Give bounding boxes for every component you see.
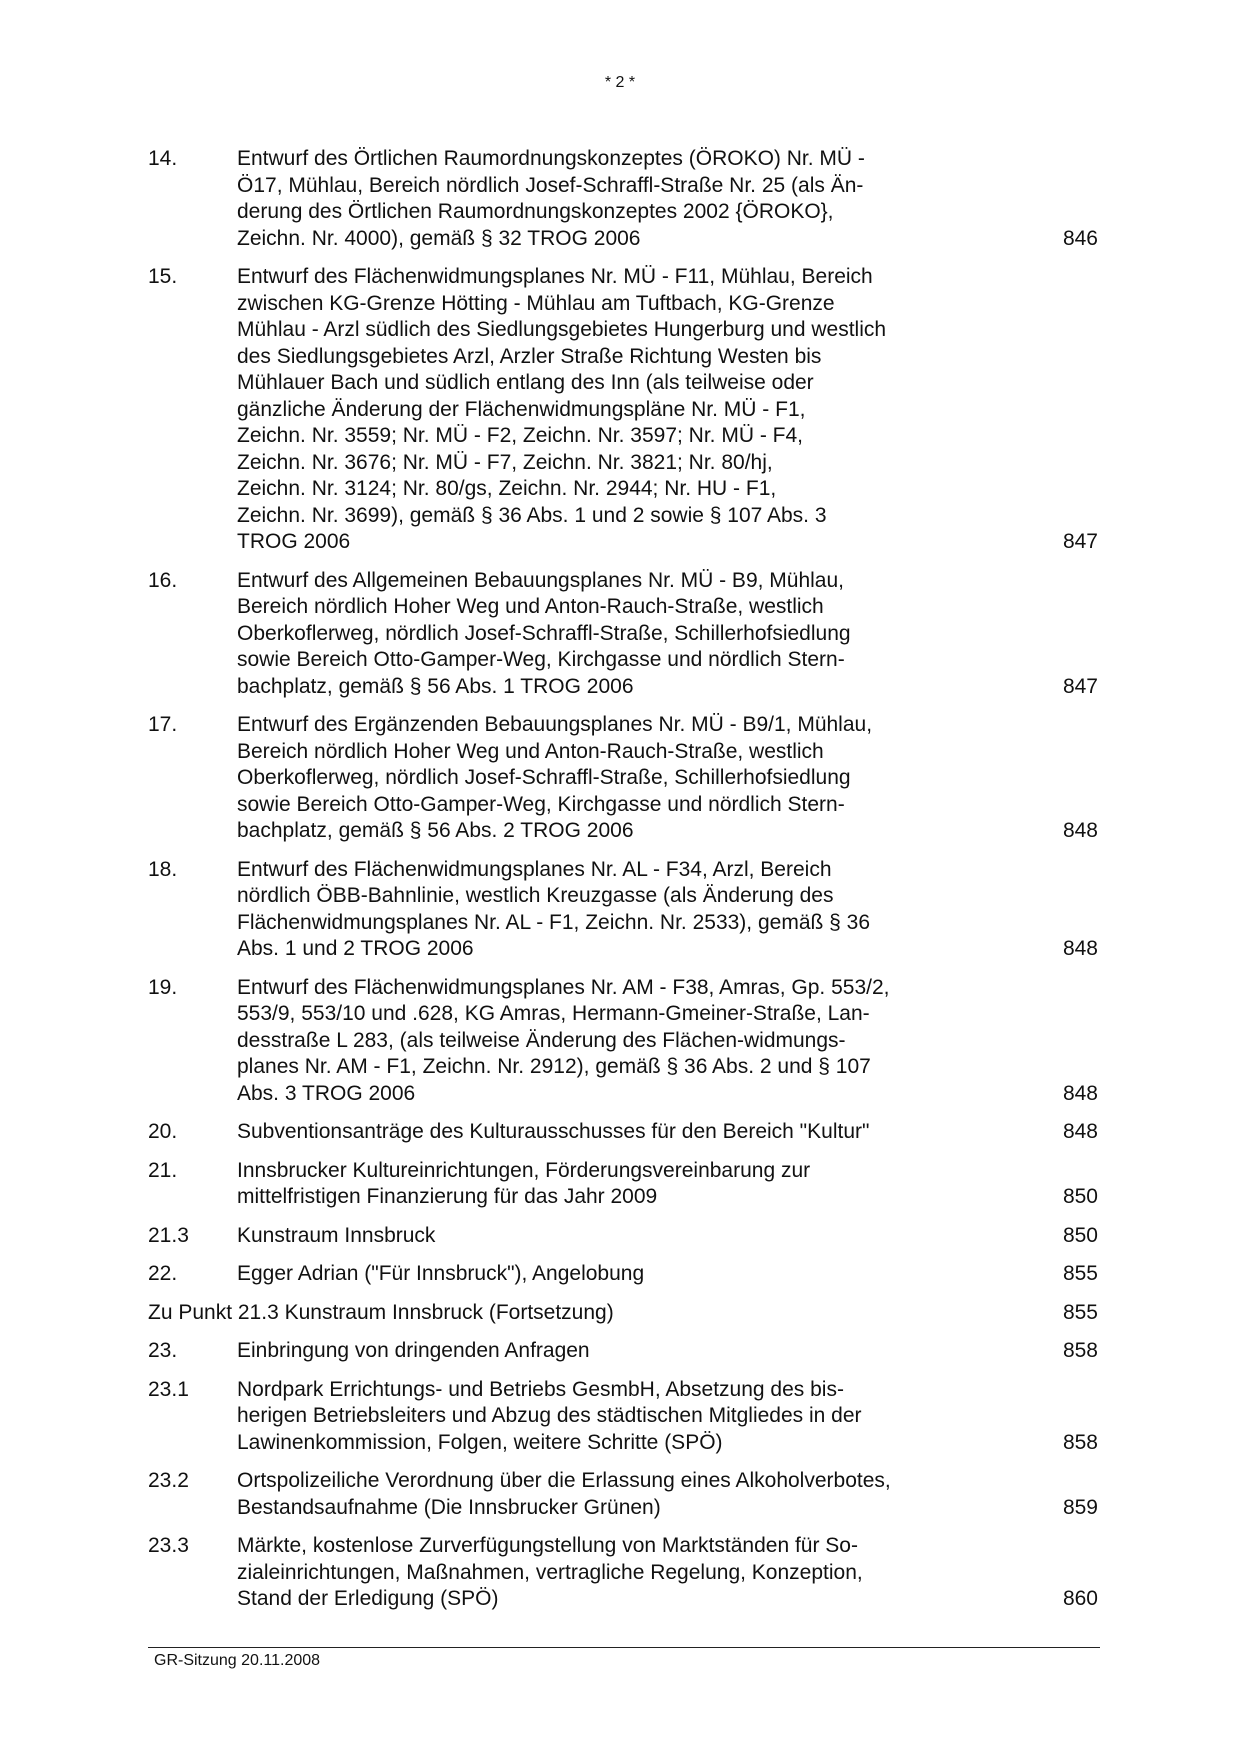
toc-entry-number: 20. xyxy=(148,1120,178,1143)
toc-entry-line: Mühlau - Arzl südlich des Siedlungsgebietes Hungerburg und westlich xyxy=(237,318,887,341)
toc-entry-line: des Siedlungsgebietes Arzl, Arzler Straße Richtung Westen bis xyxy=(237,344,822,368)
toc-entry-line: zwischen KG-Grenze Hötting - Mühlau am Tuftbach, KG-Grenze xyxy=(237,291,835,315)
toc-entry-page-number: 850 xyxy=(1062,1185,1098,1208)
toc-entry-number: 23. xyxy=(148,1339,178,1362)
toc-entry-number: 23.2 xyxy=(148,1469,189,1492)
toc-entry-title xyxy=(237,1119,1007,1146)
toc-entry xyxy=(148,1533,1098,1613)
toc-entry-line: gänzliche Änderung der Flächenwidmungspläne Nr. MÜ - F1, xyxy=(237,397,806,421)
toc-entry xyxy=(148,568,1098,701)
toc-entry-title xyxy=(237,264,1007,556)
toc-entry-page-number: 855 xyxy=(1062,1262,1098,1285)
toc-entry-title xyxy=(237,1223,1007,1250)
toc-entry xyxy=(148,1223,1098,1250)
toc-entry-line: Lawinenkommission, Folgen, weitere Schritte (SPÖ) xyxy=(237,1430,723,1454)
toc-entry-title xyxy=(148,1300,1008,1327)
toc-entry xyxy=(148,1377,1098,1457)
toc-entry-title xyxy=(237,146,1007,252)
toc-entry-line: Bereich nördlich Hoher Weg und Anton-Rauch-Straße, westlich xyxy=(237,739,824,763)
toc-entry-line: nördlich ÖBB-Bahnlinie, westlich Kreuzgasse (als Änderung des xyxy=(237,884,834,907)
toc-entry-page-number: 848 xyxy=(1062,1120,1098,1143)
table-of-contents xyxy=(148,146,1098,1625)
footer-divider xyxy=(148,1647,1100,1648)
toc-entry-title xyxy=(237,1158,1007,1211)
toc-entry-line: zialeinrichtungen, Maßnahmen, vertragliche Regelung, Konzeption, xyxy=(237,1560,863,1584)
toc-entry-line: Nordpark Errichtungs- und Betriebs GesmbH, Absetzung des bis- xyxy=(237,1377,844,1401)
toc-entry-title xyxy=(237,1261,1007,1288)
toc-entry-number: 18. xyxy=(148,857,178,881)
toc-entry-line: Kunstraum Innsbruck xyxy=(237,1223,436,1247)
toc-entry-number: 21. xyxy=(148,1158,178,1182)
toc-entry-page-number: 855 xyxy=(1062,1300,1098,1324)
toc-entry-page-number: 858 xyxy=(1062,1339,1098,1362)
toc-entry-number: 23.3 xyxy=(148,1534,189,1557)
toc-entry-page-number: 859 xyxy=(1062,1495,1098,1519)
toc-entry-page-number: 850 xyxy=(1062,1223,1098,1247)
toc-entry-number: 14. xyxy=(148,147,178,170)
toc-entry-line: Zeichn. Nr. 4000), gemäß § 32 TROG 2006 xyxy=(237,226,641,250)
toc-entry-line: Stand der Erledigung (SPÖ) xyxy=(237,1587,499,1610)
toc-entry-title xyxy=(237,1533,1007,1613)
toc-entry-number: 15. xyxy=(148,265,178,288)
toc-entry-line: Abs. 3 TROG 2006 xyxy=(237,1081,416,1105)
toc-entry xyxy=(148,1261,1098,1288)
toc-entry-line: bachplatz, gemäß § 56 Abs. 2 TROG 2006 xyxy=(237,819,634,842)
toc-entry-line: Einbringung von dringenden Anfragen xyxy=(237,1339,590,1362)
toc-entry-title xyxy=(237,712,1007,845)
page-number: * 2 * xyxy=(604,74,636,91)
toc-entry-title xyxy=(237,1338,1007,1365)
toc-entry-line: Mühlauer Bach und südlich entlang des Inn (als teilweise oder xyxy=(237,371,814,394)
toc-entry-line: Entwurf des Flächenwidmungsplanes Nr. AM - F38, Amras, Gp. 553/2, xyxy=(237,975,890,999)
toc-entry-line: Zeichn. Nr. 3676; Nr. MÜ - F7, Zeichn. Nr. 3821; Nr. 80/hj, xyxy=(237,450,773,474)
toc-entry xyxy=(148,712,1098,845)
toc-entry-line: Entwurf des Allgemeinen Bebauungsplanes Nr. MÜ - B9, Mühlau, xyxy=(237,568,845,592)
toc-entry-number: 16. xyxy=(148,568,178,592)
toc-entry-number: 22. xyxy=(148,1262,178,1285)
toc-entry xyxy=(148,975,1098,1108)
toc-entry-title xyxy=(237,568,1007,701)
toc-entry-line: Entwurf des Ergänzenden Bebauungsplanes Nr. MÜ - B9/1, Mühlau, xyxy=(237,713,873,736)
toc-entry xyxy=(148,1158,1098,1211)
toc-entry-line: bachplatz, gemäß § 56 Abs. 1 TROG 2006 xyxy=(237,674,634,698)
toc-entry-number: 21.3 xyxy=(148,1223,189,1247)
toc-entry-line: sowie Bereich Otto-Gamper-Weg, Kirchgasse und nördlich Stern- xyxy=(237,648,845,671)
toc-entry-line: Oberkoflerweg, nördlich Josef-Schraffl-Straße, Schillerhofsiedlung xyxy=(237,766,851,789)
toc-entry-page-number: 848 xyxy=(1062,1081,1098,1105)
toc-entry-line: sowie Bereich Otto-Gamper-Weg, Kirchgasse und nördlich Stern- xyxy=(237,792,845,816)
toc-entry-line: Zeichn. Nr. 3124; Nr. 80/gs, Zeichn. Nr. 2944; Nr. HU - F1, xyxy=(237,477,777,500)
toc-entry-line: Entwurf des Flächenwidmungsplanes Nr. MÜ - F11, Mühlau, Bereich xyxy=(237,265,873,288)
toc-entry-number: 23.1 xyxy=(148,1377,189,1401)
toc-entry-line: Bereich nördlich Hoher Weg und Anton-Rauch-Straße, westlich xyxy=(237,595,824,618)
toc-entry-line: derung des Örtlichen Raumordnungskonzeptes 2002 {ÖROKO}, xyxy=(237,200,834,223)
toc-entry-line: mittelfristigen Finanzierung für das Jahr 2009 xyxy=(237,1185,658,1208)
toc-entry-line: 553/9, 553/10 und .628, KG Amras, Hermann-Gmeiner-Straße, Lan- xyxy=(237,1002,870,1025)
toc-entry-page-number: 858 xyxy=(1062,1430,1098,1454)
toc-entry-number: 19. xyxy=(148,975,178,999)
footer-session-date: GR-Sitzung 20.11.2008 xyxy=(154,1652,321,1669)
toc-entry-line: TROG 2006 xyxy=(237,530,351,553)
toc-entry-title xyxy=(237,1468,1007,1521)
toc-entry-line: Abs. 1 und 2 TROG 2006 xyxy=(237,937,474,960)
toc-entry-title xyxy=(237,975,1007,1108)
toc-entry xyxy=(148,1468,1098,1521)
toc-entry-line: Entwurf des Örtlichen Raumordnungskonzeptes (ÖROKO) Nr. MÜ - xyxy=(237,147,865,170)
toc-entry-page-number: 848 xyxy=(1062,937,1098,960)
toc-entry xyxy=(148,146,1098,252)
toc-entry-line: Zeichn. Nr. 3699), gemäß § 36 Abs. 1 und 2 sowie § 107 Abs. 3 xyxy=(237,503,827,527)
toc-entry-title xyxy=(237,857,1007,963)
toc-entry-line: planes Nr. AM - F1, Zeichn. Nr. 2912), gemäß § 36 Abs. 2 und § 107 xyxy=(237,1055,871,1078)
toc-entry-line: Innsbrucker Kultureinrichtungen, Förderungsvereinbarung zur xyxy=(237,1158,811,1182)
toc-entry-page-number: 860 xyxy=(1062,1587,1098,1610)
toc-entry-line: Ö17, Mühlau, Bereich nördlich Josef-Schraffl-Straße Nr. 25 (als Än- xyxy=(237,173,864,197)
toc-entry-line: Ortspolizeiliche Verordnung über die Erlassung eines Alkoholverbotes, xyxy=(237,1469,891,1492)
toc-entry-line: Flächenwidmungsplanes Nr. AL - F1, Zeichn. Nr. 2533), gemäß § 36 xyxy=(237,910,871,934)
toc-entry-line: desstraße L 283, (als teilweise Änderung des Flächen-widmungs- xyxy=(237,1028,846,1052)
toc-entry-line: Egger Adrian ("Für Innsbruck"), Angelobung xyxy=(237,1262,645,1285)
toc-entry-line: Märkte, kostenlose Zurverfügungstellung von Marktständen für So- xyxy=(237,1534,858,1557)
toc-entry-line: Zu Punkt 21.3 Kunstraum Innsbruck (Fortsetzung) xyxy=(148,1300,614,1324)
toc-entry-line: Zeichn. Nr. 3559; Nr. MÜ - F2, Zeichn. Nr. 3597; Nr. MÜ - F4, xyxy=(237,424,804,447)
toc-entry xyxy=(148,264,1098,556)
toc-entry xyxy=(148,857,1098,963)
toc-entry-page-number: 846 xyxy=(1062,226,1098,250)
toc-entry-page-number: 847 xyxy=(1062,674,1098,698)
toc-entry-number: 17. xyxy=(148,713,178,736)
toc-entry-line: herigen Betriebsleiters und Abzug des städtischen Mitgliedes in der xyxy=(237,1404,862,1427)
toc-entry-line: Subventionsanträge des Kulturausschusses für den Bereich "Kultur" xyxy=(237,1120,870,1143)
toc-entry-page-number: 847 xyxy=(1062,530,1098,553)
toc-entry-line: Bestandsaufnahme (Die Innsbrucker Grünen) xyxy=(237,1495,661,1519)
toc-entry-title xyxy=(237,1377,1007,1457)
toc-entry xyxy=(148,1338,1098,1365)
toc-entry-page-number: 848 xyxy=(1062,819,1098,842)
toc-entry-line: Oberkoflerweg, nördlich Josef-Schraffl-Straße, Schillerhofsiedlung xyxy=(237,621,851,645)
toc-entry xyxy=(148,1119,1098,1146)
toc-entry xyxy=(148,1300,1098,1327)
toc-entry-line: Entwurf des Flächenwidmungsplanes Nr. AL - F34, Arzl, Bereich xyxy=(237,857,832,881)
